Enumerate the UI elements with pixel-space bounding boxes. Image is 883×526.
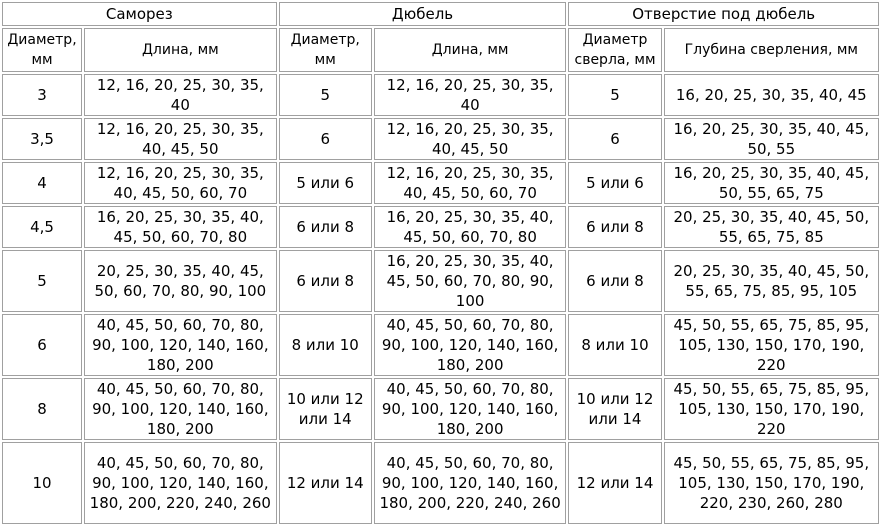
drill-depth-cell: 45, 50, 55, 65, 75, 85, 95, 105, 130, 150, 170, 190, 220, 230, 260, 280	[664, 442, 879, 524]
dowel-length-cell: 12, 16, 20, 25, 30, 35, 40, 45, 50, 60, 70	[374, 162, 567, 204]
header-drill-diameter: Диаметр сверла, мм	[568, 28, 661, 72]
screw-length-cell: 12, 16, 20, 25, 30, 35, 40, 45, 50, 60, 70	[84, 162, 277, 204]
header-screw-diameter: Диаметр, мм	[2, 28, 82, 72]
dowel-diameter-cell: 6 или 8	[279, 250, 372, 312]
drill-diameter-cell: 12 или 14	[568, 442, 661, 524]
dowel-diameter-cell: 12 или 14	[279, 442, 372, 524]
table-row	[2, 314, 879, 376]
drill-diameter-cell: 6 или 8	[568, 206, 661, 248]
table-row	[2, 378, 879, 440]
drill-diameter-cell: 5 или 6	[568, 162, 661, 204]
header-drill-depth: Глубина сверления, мм	[664, 28, 879, 72]
drill-diameter-cell: 6 или 8	[568, 250, 661, 312]
dowel-length-cell: 40, 45, 50, 60, 70, 80, 90, 100, 120, 140, 160, 180, 200	[374, 314, 567, 376]
header-screw-length: Длина, мм	[84, 28, 277, 72]
group-header-dowel: Дюбель	[279, 2, 567, 26]
drill-depth-cell: 45, 50, 55, 65, 75, 85, 95, 105, 130, 150, 170, 190, 220	[664, 378, 879, 440]
screw-diameter-cell: 10	[2, 442, 82, 524]
table-row	[2, 206, 879, 248]
header-dowel-diameter: Диаметр, мм	[279, 28, 372, 72]
drill-depth-cell: 20, 25, 30, 35, 40, 45, 50, 55, 65, 75, 85	[664, 206, 879, 248]
screw-diameter-cell: 4	[2, 162, 82, 204]
dowel-length-cell: 16, 20, 25, 30, 35, 40, 45, 50, 60, 70, 80, 90, 100	[374, 250, 567, 312]
group-header-hole: Отверстие под дюбель	[568, 2, 879, 26]
dowel-length-cell: 16, 20, 25, 30, 35, 40, 45, 50, 60, 70, 80	[374, 206, 567, 248]
drill-diameter-cell: 5	[568, 74, 661, 116]
drill-diameter-cell: 8 или 10	[568, 314, 661, 376]
table-row	[2, 74, 879, 116]
screw-diameter-cell: 4,5	[2, 206, 82, 248]
dowel-diameter-cell: 5 или 6	[279, 162, 372, 204]
drill-diameter-cell: 10 или 12 или 14	[568, 378, 661, 440]
screw-diameter-cell: 3	[2, 74, 82, 116]
dowel-diameter-cell: 6 или 8	[279, 206, 372, 248]
drill-diameter-cell: 6	[568, 118, 661, 160]
dowel-length-cell: 12, 16, 20, 25, 30, 35, 40, 45, 50	[374, 118, 567, 160]
dowel-length-cell: 40, 45, 50, 60, 70, 80, 90, 100, 120, 140, 160, 180, 200	[374, 378, 567, 440]
drill-depth-cell: 16, 20, 25, 30, 35, 40, 45	[664, 74, 879, 116]
table-row	[2, 118, 879, 160]
screw-length-cell: 20, 25, 30, 35, 40, 45, 50, 60, 70, 80, 90, 100	[84, 250, 277, 312]
dowel-length-cell: 40, 45, 50, 60, 70, 80, 90, 100, 120, 140, 160, 180, 200, 220, 240, 260	[374, 442, 567, 524]
screw-diameter-cell: 8	[2, 378, 82, 440]
sub-header-row	[2, 28, 879, 72]
table-row	[2, 442, 879, 524]
drill-depth-cell: 16, 20, 25, 30, 35, 40, 45, 50, 55, 65, 75	[664, 162, 879, 204]
dowel-diameter-cell: 5	[279, 74, 372, 116]
screw-length-cell: 40, 45, 50, 60, 70, 80, 90, 100, 120, 140, 160, 180, 200	[84, 378, 277, 440]
table-row	[2, 162, 879, 204]
screw-length-cell: 40, 45, 50, 60, 70, 80, 90, 100, 120, 140, 160, 180, 200, 220, 240, 260	[84, 442, 277, 524]
dowel-length-cell: 12, 16, 20, 25, 30, 35, 40	[374, 74, 567, 116]
group-header-screw: Саморез	[2, 2, 277, 26]
group-header-row	[2, 2, 879, 26]
screw-length-cell: 16, 20, 25, 30, 35, 40, 45, 50, 60, 70, 80	[84, 206, 277, 248]
screw-length-cell: 12, 16, 20, 25, 30, 35, 40, 45, 50	[84, 118, 277, 160]
header-dowel-length: Длина, мм	[374, 28, 567, 72]
dowel-diameter-cell: 6	[279, 118, 372, 160]
dowel-diameter-cell: 8 или 10	[279, 314, 372, 376]
drill-depth-cell: 45, 50, 55, 65, 75, 85, 95, 105, 130, 150, 170, 190, 220	[664, 314, 879, 376]
dowel-diameter-cell: 10 или 12 или 14	[279, 378, 372, 440]
drill-depth-cell: 16, 20, 25, 30, 35, 40, 45, 50, 55	[664, 118, 879, 160]
screw-diameter-cell: 6	[2, 314, 82, 376]
screw-length-cell: 40, 45, 50, 60, 70, 80, 90, 100, 120, 140, 160, 180, 200	[84, 314, 277, 376]
table-row	[2, 250, 879, 312]
screw-diameter-cell: 3,5	[2, 118, 82, 160]
drill-depth-cell: 20, 25, 30, 35, 40, 45, 50, 55, 65, 75, 85, 95, 105	[664, 250, 879, 312]
screw-diameter-cell: 5	[2, 250, 82, 312]
screw-length-cell: 12, 16, 20, 25, 30, 35, 40	[84, 74, 277, 116]
